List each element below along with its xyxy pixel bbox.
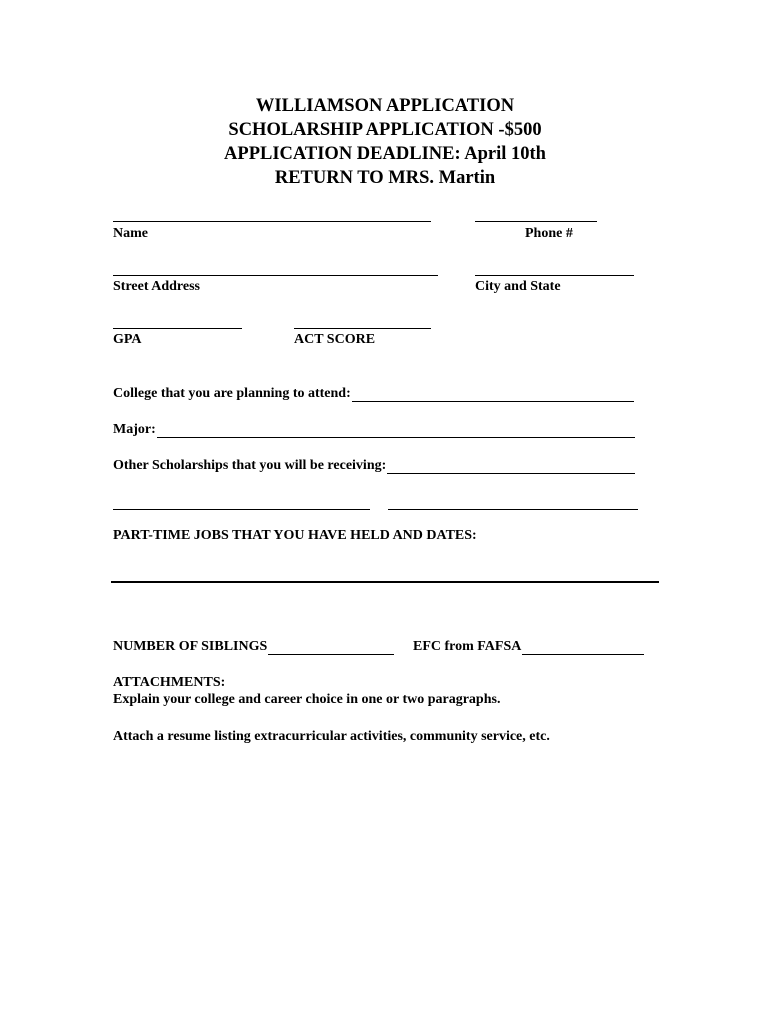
part-time-jobs-field-line[interactable] — [111, 581, 659, 583]
act-score-label: ACT SCORE — [294, 332, 376, 347]
street-address-field-line[interactable] — [113, 275, 438, 276]
attachments-heading: ATTACHMENTS: — [113, 675, 226, 690]
title-line-4: RETURN TO MRS. Martin — [274, 168, 496, 188]
street-address-label: Street Address — [113, 279, 200, 294]
college-field-line[interactable] — [352, 388, 634, 402]
major-field-line[interactable] — [157, 424, 635, 438]
siblings-field-line[interactable] — [268, 641, 394, 655]
efc-field-line[interactable] — [522, 641, 644, 655]
other-scholarships-label: Other Scholarships that you will be receiving: — [113, 458, 387, 473]
gpa-label: GPA — [113, 332, 142, 347]
name-field-line[interactable] — [113, 221, 431, 222]
form-title — [0, 94, 770, 190]
college-row — [113, 386, 634, 402]
efc-label: EFC from FAFSA — [413, 639, 522, 654]
phone-label: Phone # — [525, 226, 573, 241]
gpa-field-line[interactable] — [113, 328, 242, 329]
other-scholarships-extra-line-2[interactable] — [388, 509, 638, 510]
efc-row — [413, 639, 644, 655]
part-time-jobs-label: PART-TIME JOBS THAT YOU HAVE HELD AND DATES: — [113, 528, 477, 543]
attachments-item-1: Explain your college and career choice in one or two paragraphs. — [113, 692, 501, 707]
title-line-2: SCHOLARSHIP APPLICATION -$500 — [228, 120, 542, 140]
siblings-label: NUMBER OF SIBLINGS — [113, 639, 268, 654]
city-state-field-line[interactable] — [475, 275, 634, 276]
attachments-item-2: Attach a resume listing extracurricular activities, community service, etc. — [113, 729, 550, 744]
major-row — [113, 422, 635, 438]
title-line-1: WILLIAMSON APPLICATION — [255, 96, 515, 116]
name-label: Name — [113, 226, 148, 241]
act-score-field-line[interactable] — [294, 328, 431, 329]
siblings-row — [113, 639, 394, 655]
other-scholarships-row — [113, 458, 635, 474]
other-scholarships-field-line[interactable] — [387, 460, 635, 474]
other-scholarships-extra-line-1[interactable] — [113, 509, 370, 510]
city-state-label: City and State — [475, 279, 561, 294]
college-label: College that you are planning to attend: — [113, 386, 351, 401]
title-line-3: APPLICATION DEADLINE: April 10th — [224, 144, 546, 164]
major-label: Major: — [113, 422, 156, 437]
phone-field-line[interactable] — [475, 221, 597, 222]
